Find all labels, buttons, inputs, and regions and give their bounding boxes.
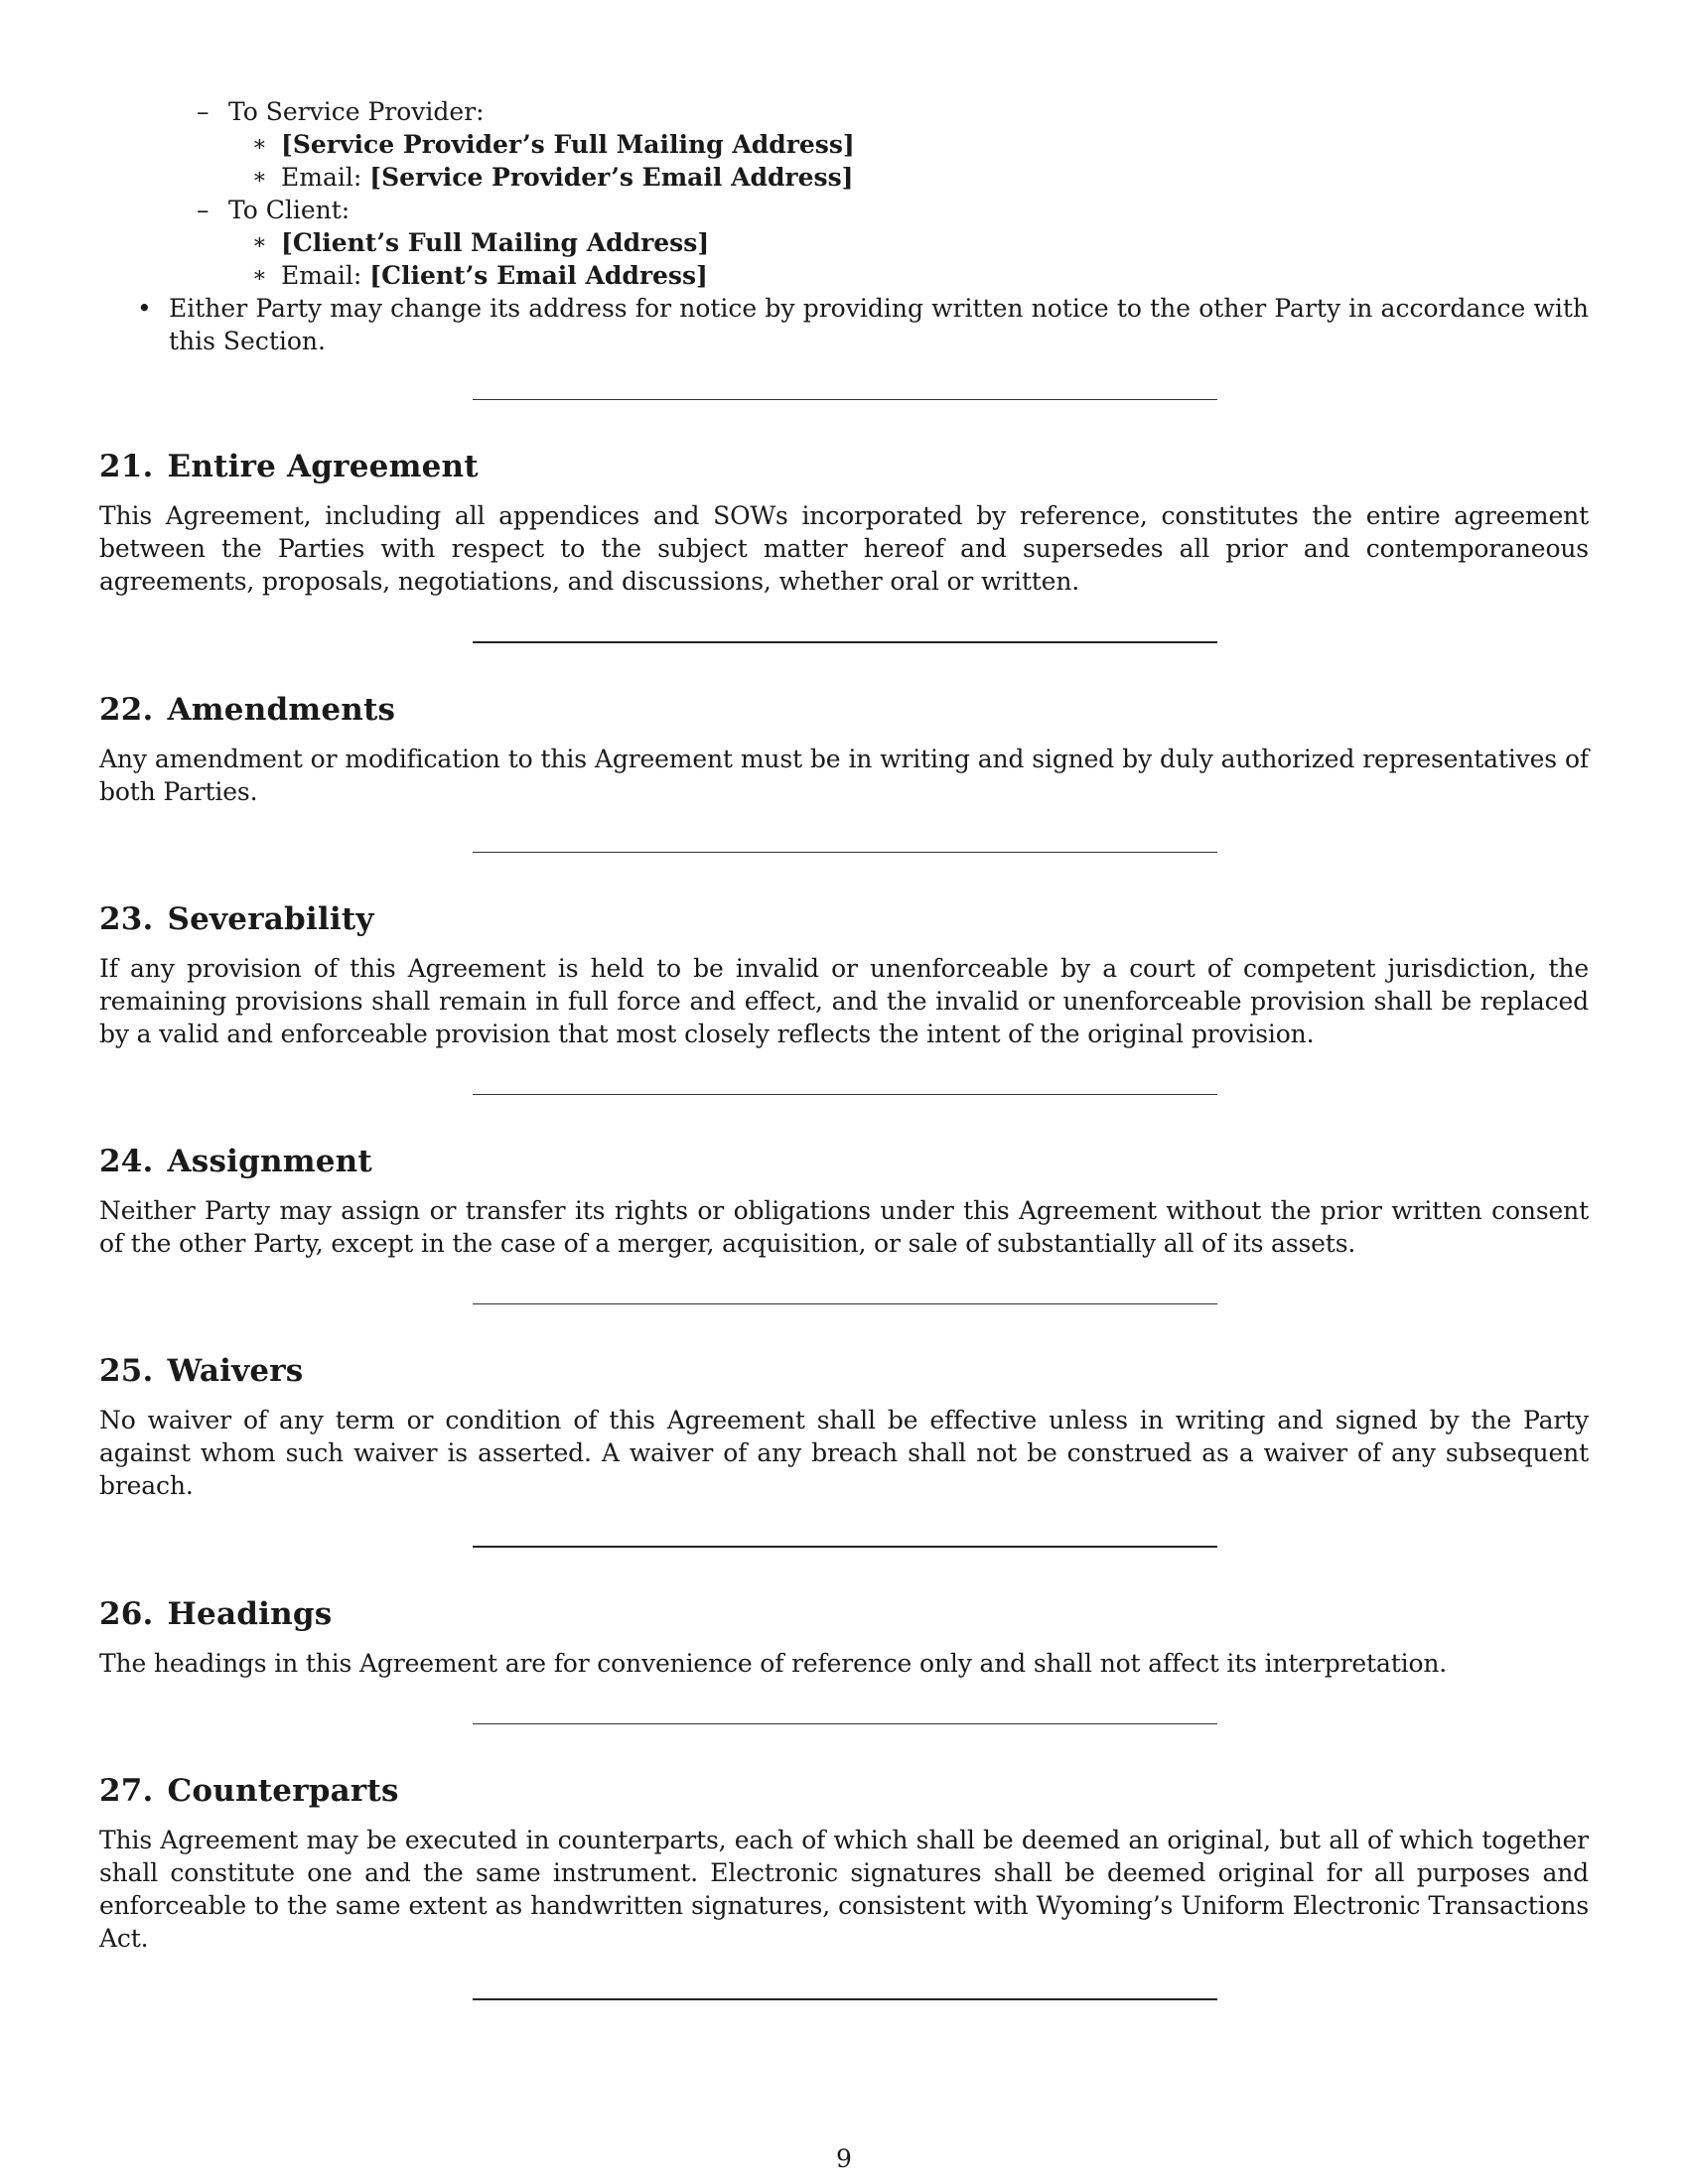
service-provider-email: [Service Provider’s Email Address] [369,163,854,192]
section-heading [99,448,1589,485]
dash-marker: – [197,196,210,224]
section-heading [99,1595,1589,1633]
client-email-item [99,259,1589,292]
page-number: 9 [836,2144,852,2173]
section-24 [99,1143,1589,1260]
service-provider-label: To Service Provider: [228,97,485,126]
change-address-item [99,292,1589,357]
notice-recipient-service-provider [99,95,1589,128]
section-27 [99,1772,1589,1955]
notice-address-list [99,95,1589,357]
service-provider-email-item [99,161,1589,194]
section-body: This Agreement may be executed in counterparts, each of which shall be deemed an original, but all of which together shall constitute one and the same instrument. Electronic signatures shall be deemed original for all purposes and enforceable to the same extent as handwritten signatures, consistent with Wyoming’s Uniform Electronic Transactions Act. [99,1826,1589,1953]
star-marker: ∗ [252,132,267,157]
section-number: 23. [99,901,154,937]
dash-marker: – [197,97,210,126]
star-marker: ∗ [252,165,267,190]
client-label: To Client: [228,196,351,224]
section-divider [473,852,1217,853]
section-heading [99,1143,1589,1180]
section-body: Any amendment or modification to this Agreement must be in writing and signed by duly authorized representatives of both Parties. [99,745,1589,806]
section-divider [473,399,1217,400]
service-provider-address-item [99,128,1589,161]
service-provider-address: [Service Provider’s Full Mailing Address] [281,130,855,159]
service-provider-email-prefix: Email: [281,163,370,192]
section-divider [473,1546,1217,1548]
section-divider [473,1303,1217,1304]
section-25 [99,1352,1589,1502]
section-body: No waiver of any term or condition of this Agreement shall be effective unless in writing and signed by the Party against whom such waiver is asserted. A waiver of any breach shall not be construed as a waiver of any subsequent breach. [99,1406,1589,1500]
section-divider [473,1094,1217,1095]
section-title: Severability [167,901,374,937]
client-email-prefix: Email: [281,261,370,290]
section-title: Entire Agreement [167,449,479,484]
section-number: 22. [99,692,154,728]
section-title: Amendments [167,692,396,728]
section-divider [473,1723,1217,1724]
section-body: This Agreement, including all appendices and SOWs incorporated by reference, constitutes the entire agreement between the Parties with respect to the subject matter hereof and supersedes all prior and contemporaneous agreements, proposals, negotiations, and discussions, whether oral or written. [99,501,1589,596]
section-heading [99,900,1589,938]
section-divider [473,641,1217,643]
notice-recipient-client [99,194,1589,226]
bullet-marker: • [137,294,152,323]
section-title: Counterparts [167,1773,399,1809]
section-22 [99,691,1589,808]
change-address-text: Either Party may change its address for notice by providing written notice to the other Party in accordance with this Section. [169,294,1589,355]
client-address: [Client’s Full Mailing Address] [281,228,710,257]
section-number: 27. [99,1773,154,1809]
section-number: 25. [99,1353,154,1389]
section-body: Neither Party may assign or transfer its rights or obligations under this Agreement without the prior written consent of the other Party, except in the case of a merger, acquisition, or sale of substantially all of its assets. [99,1196,1589,1258]
section-number: 21. [99,449,154,484]
section-divider [473,1998,1217,2000]
section-heading [99,691,1589,729]
star-marker: ∗ [252,230,267,255]
section-number: 24. [99,1144,154,1179]
section-body: If any provision of this Agreement is held to be invalid or unenforceable by a court of competent jurisdiction, the remaining provisions shall remain in full force and effect, and the invalid or unenforceable provision shall be replaced by a valid and enforceable provision that most closely reflects the intent of the original provision. [99,954,1589,1048]
client-email: [Client’s Email Address] [369,261,708,290]
section-title: Headings [167,1596,333,1632]
section-26 [99,1595,1589,1680]
section-title: Waivers [167,1353,304,1389]
document-page [99,95,1589,2000]
section-number: 26. [99,1596,154,1632]
section-23 [99,900,1589,1050]
star-marker: ∗ [252,263,267,288]
section-title: Assignment [167,1144,372,1179]
section-21 [99,448,1589,598]
section-body: The headings in this Agreement are for convenience of reference only and shall not affect its interpretation. [99,1649,1448,1678]
section-heading [99,1772,1589,1810]
client-address-item [99,226,1589,259]
section-heading [99,1352,1589,1390]
